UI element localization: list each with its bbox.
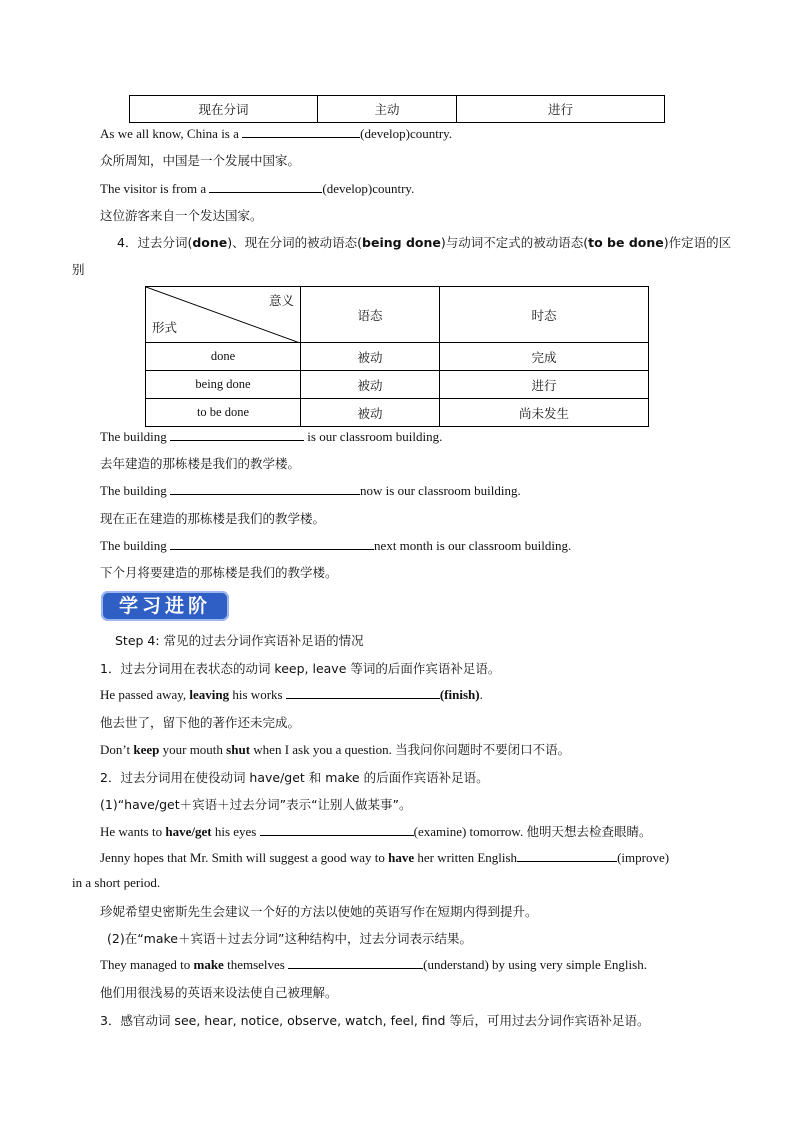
example-sentence: Jenny hopes that Mr. Smith will suggest a good way to have her written English (improve) xyxy=(100,850,670,865)
example-sentence: The visitor is from a (develop)country. xyxy=(100,181,415,196)
table-cell: 被动 xyxy=(301,371,440,399)
table-cell: 现在分词 xyxy=(130,96,318,123)
example-sentence-wrap: in a short period. xyxy=(72,875,161,890)
translation: 现在正在建造的那栋楼是我们的教学楼。 xyxy=(100,511,326,526)
translation: 下个月将要建造的那栋楼是我们的教学楼。 xyxy=(100,565,338,580)
comparison-table xyxy=(145,286,649,427)
table-cell: 被动 xyxy=(301,343,440,371)
answer-blank xyxy=(170,482,360,495)
example-sentence: He passed away, leaving his works (finish). xyxy=(100,687,483,702)
example-sentence: They managed to make themselves (understand) by using very simple English. xyxy=(100,957,647,972)
translation: 去年建造的那栋楼是我们的教学楼。 xyxy=(100,456,301,471)
rule-text: (2)在“make＋宾语＋过去分词”这种结构中，过去分词表示结果。 xyxy=(107,931,472,946)
example-sentence: The building is our classroom building. xyxy=(100,429,443,444)
table-cell: 进行 xyxy=(440,371,649,399)
translation: 他去世了，留下他的著作还未完成。 xyxy=(100,715,301,730)
answer-blank xyxy=(170,428,304,441)
answer-blank xyxy=(288,956,423,969)
table-cell: 尚未发生 xyxy=(440,399,649,427)
table-cell: 主动 xyxy=(318,96,457,123)
step-title: Step 4: 常见的过去分词作宾语补足语的情况 xyxy=(115,633,364,648)
example-sentence: The building next month is our classroom building. xyxy=(100,538,572,553)
answer-blank xyxy=(517,849,617,862)
example-sentence: The building now is our classroom building. xyxy=(100,483,521,498)
answer-blank xyxy=(260,823,414,836)
header-voice: 语态 xyxy=(301,287,440,343)
table-row xyxy=(146,371,649,399)
translation: 珍妮希望史密斯先生会建议一个好的方法以使她的英语写作在短期内得到提升。 xyxy=(100,904,538,919)
answer-blank xyxy=(286,686,440,699)
example-sentence: As we all know, China is a (develop)country. xyxy=(100,126,453,141)
section-badge: 学习进阶 xyxy=(101,591,229,621)
header-meaning: 意义 xyxy=(268,293,294,308)
header-form: 形式 xyxy=(152,320,178,335)
table-cell: done xyxy=(146,343,301,371)
answer-blank xyxy=(242,125,360,138)
table-cell: 被动 xyxy=(301,399,440,427)
table-row xyxy=(146,399,649,427)
point-heading-wrap: 别 xyxy=(72,262,85,277)
header-tense: 时态 xyxy=(440,287,649,343)
table-cell: 完成 xyxy=(440,343,649,371)
example-sentence: He wants to have/get his eyes (examine) tomorrow. 他明天想去检查眼睛。 xyxy=(100,824,652,839)
example-sentence: Don’t keep your mouth shut when I ask you a question. 当我问你问题时不要闭口不语。 xyxy=(100,742,571,757)
table-cell: 进行 xyxy=(457,96,665,123)
rule-text: 1．过去分词用在表状态的动词 keep, leave 等词的后面作宾语补足语。 xyxy=(100,661,501,676)
point-heading: 4．过去分词(done)、现在分词的被动语态(being done)与动词不定式的被动语态(to be done)作定语的区 xyxy=(117,235,732,250)
diagonal-header-cell xyxy=(146,287,301,343)
rule-text: 2．过去分词用在使役动词 have/get 和 make 的后面作宾语补足语。 xyxy=(100,770,489,785)
rule-text: 3．感官动词 see, hear, notice, observe, watch, feel, find 等后，可用过去分词作宾语补足语。 xyxy=(100,1013,650,1028)
answer-blank xyxy=(209,180,322,193)
table-cell: to be done xyxy=(146,399,301,427)
table-cell: being done xyxy=(146,371,301,399)
table-row xyxy=(146,343,649,371)
answer-blank xyxy=(170,537,374,550)
translation: 他们用很浅易的英语来设法使自己被理解。 xyxy=(100,985,338,1000)
participle-table-top xyxy=(129,95,665,123)
translation: 众所周知，中国是一个发展中国家。 xyxy=(100,153,301,168)
translation: 这位游客来自一个发达国家。 xyxy=(100,208,263,223)
rule-text: (1)“have/get＋宾语＋过去分词”表示“让别人做某事”。 xyxy=(100,797,412,812)
